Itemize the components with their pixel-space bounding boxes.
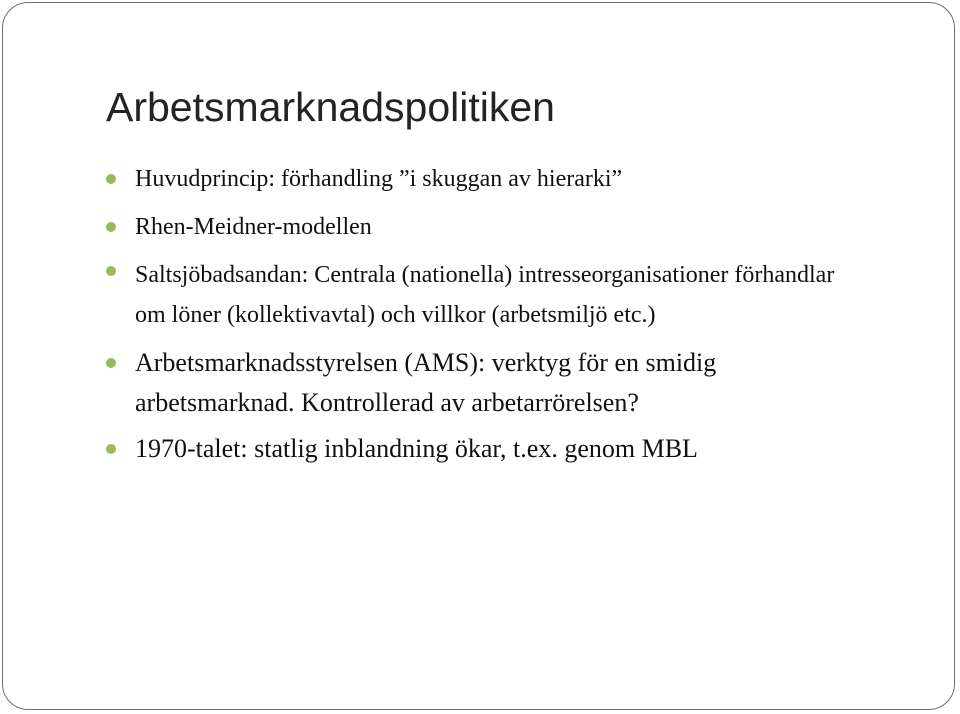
bullet-text: Saltsjöbadsandan: Centrala (nationella) intresseorganisationer förhandlar om löner (kollektivavtal) och villkor (arbetsmiljö etc.) xyxy=(135,262,835,328)
list-item xyxy=(106,155,846,203)
bullet-icon xyxy=(106,444,116,454)
bullet-text: Huvudprincip: förhandling ”i skuggan av hierarki” xyxy=(135,166,623,192)
slide-title: Arbetsmarknadspolitiken xyxy=(106,84,555,130)
bullet-icon xyxy=(106,266,116,276)
bullet-text: Rhen-Meidner-modellen xyxy=(135,214,372,240)
bullet-text: Arbetsmarknadsstyrelsen (AMS): verktyg för en smidig arbetsmarknad. Kontrollerad av arbetarrörelsen? xyxy=(135,348,717,417)
bullet-icon xyxy=(106,358,116,368)
list-item xyxy=(106,203,846,251)
bullet-icon xyxy=(106,174,116,184)
list-item xyxy=(106,251,846,335)
slide-frame xyxy=(2,2,955,710)
list-item xyxy=(106,343,846,423)
bullet-text: 1970-talet: statlig inblandning ökar, t.ex. genom MBL xyxy=(135,434,698,463)
list-item xyxy=(106,429,846,469)
bullet-icon xyxy=(106,222,116,232)
bullet-list xyxy=(106,155,846,469)
